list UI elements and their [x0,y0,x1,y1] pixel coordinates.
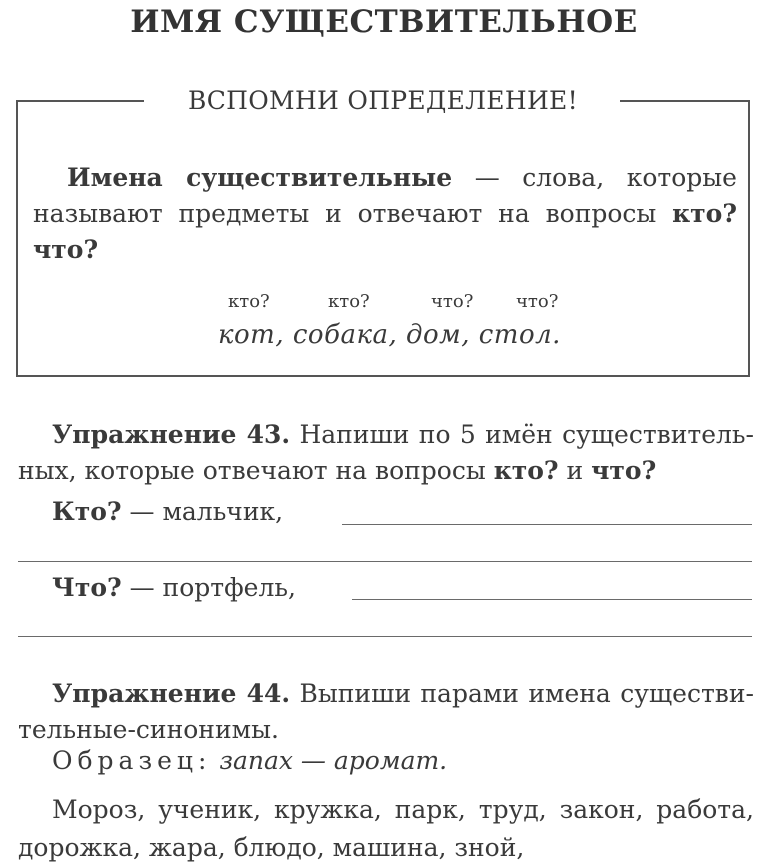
exercise-44-words: Мороз, ученик, кружка, парк, труд, закон, работа, дорожка, жара, блюдо, машина, зной, [18,795,754,862]
exercise-44-instruction: Упражнение 44. Выпиши парами имена существительные-синонимы. [18,679,754,744]
row-what: Что? — портфель, [52,573,296,602]
example-question-1: кто? [228,291,270,312]
exercise-43-instruction: Упражнение 43. Напиши по 5 имён существительных, которые отвечают на вопросы кто? и что? [18,420,754,485]
row-who: Кто? — мальчик, [52,497,284,526]
exercise-43-label: Упражнение 43. [52,420,291,449]
example-words: кот, собака, дом, стол. [218,320,561,350]
exercise-44-label: Упражнение 44. [52,679,291,708]
example-question-3: что? [431,291,474,312]
sample-line: Образец: запах — аромат. [52,746,448,775]
example-question-4: что? [516,291,559,312]
definition-body: — слова, которые называют предметы и отвечают на вопросы [33,163,737,228]
definition-questions: кто? что? [33,199,737,264]
definition-term: Имена существительные [67,163,453,192]
answer-line-what-2[interactable] [18,636,752,637]
example-question-2: кто? [328,291,370,312]
answer-line-who-1[interactable] [342,524,752,525]
definition-text [33,160,737,268]
answer-line-what-1[interactable] [352,599,752,600]
box-heading: ВСПОМНИ ОПРЕДЕЛЕНИЕ! [188,86,578,115]
page-title: ИМЯ СУЩЕСТВИТЕЛЬНОЕ [130,4,638,40]
answer-line-who-2[interactable] [18,561,752,562]
